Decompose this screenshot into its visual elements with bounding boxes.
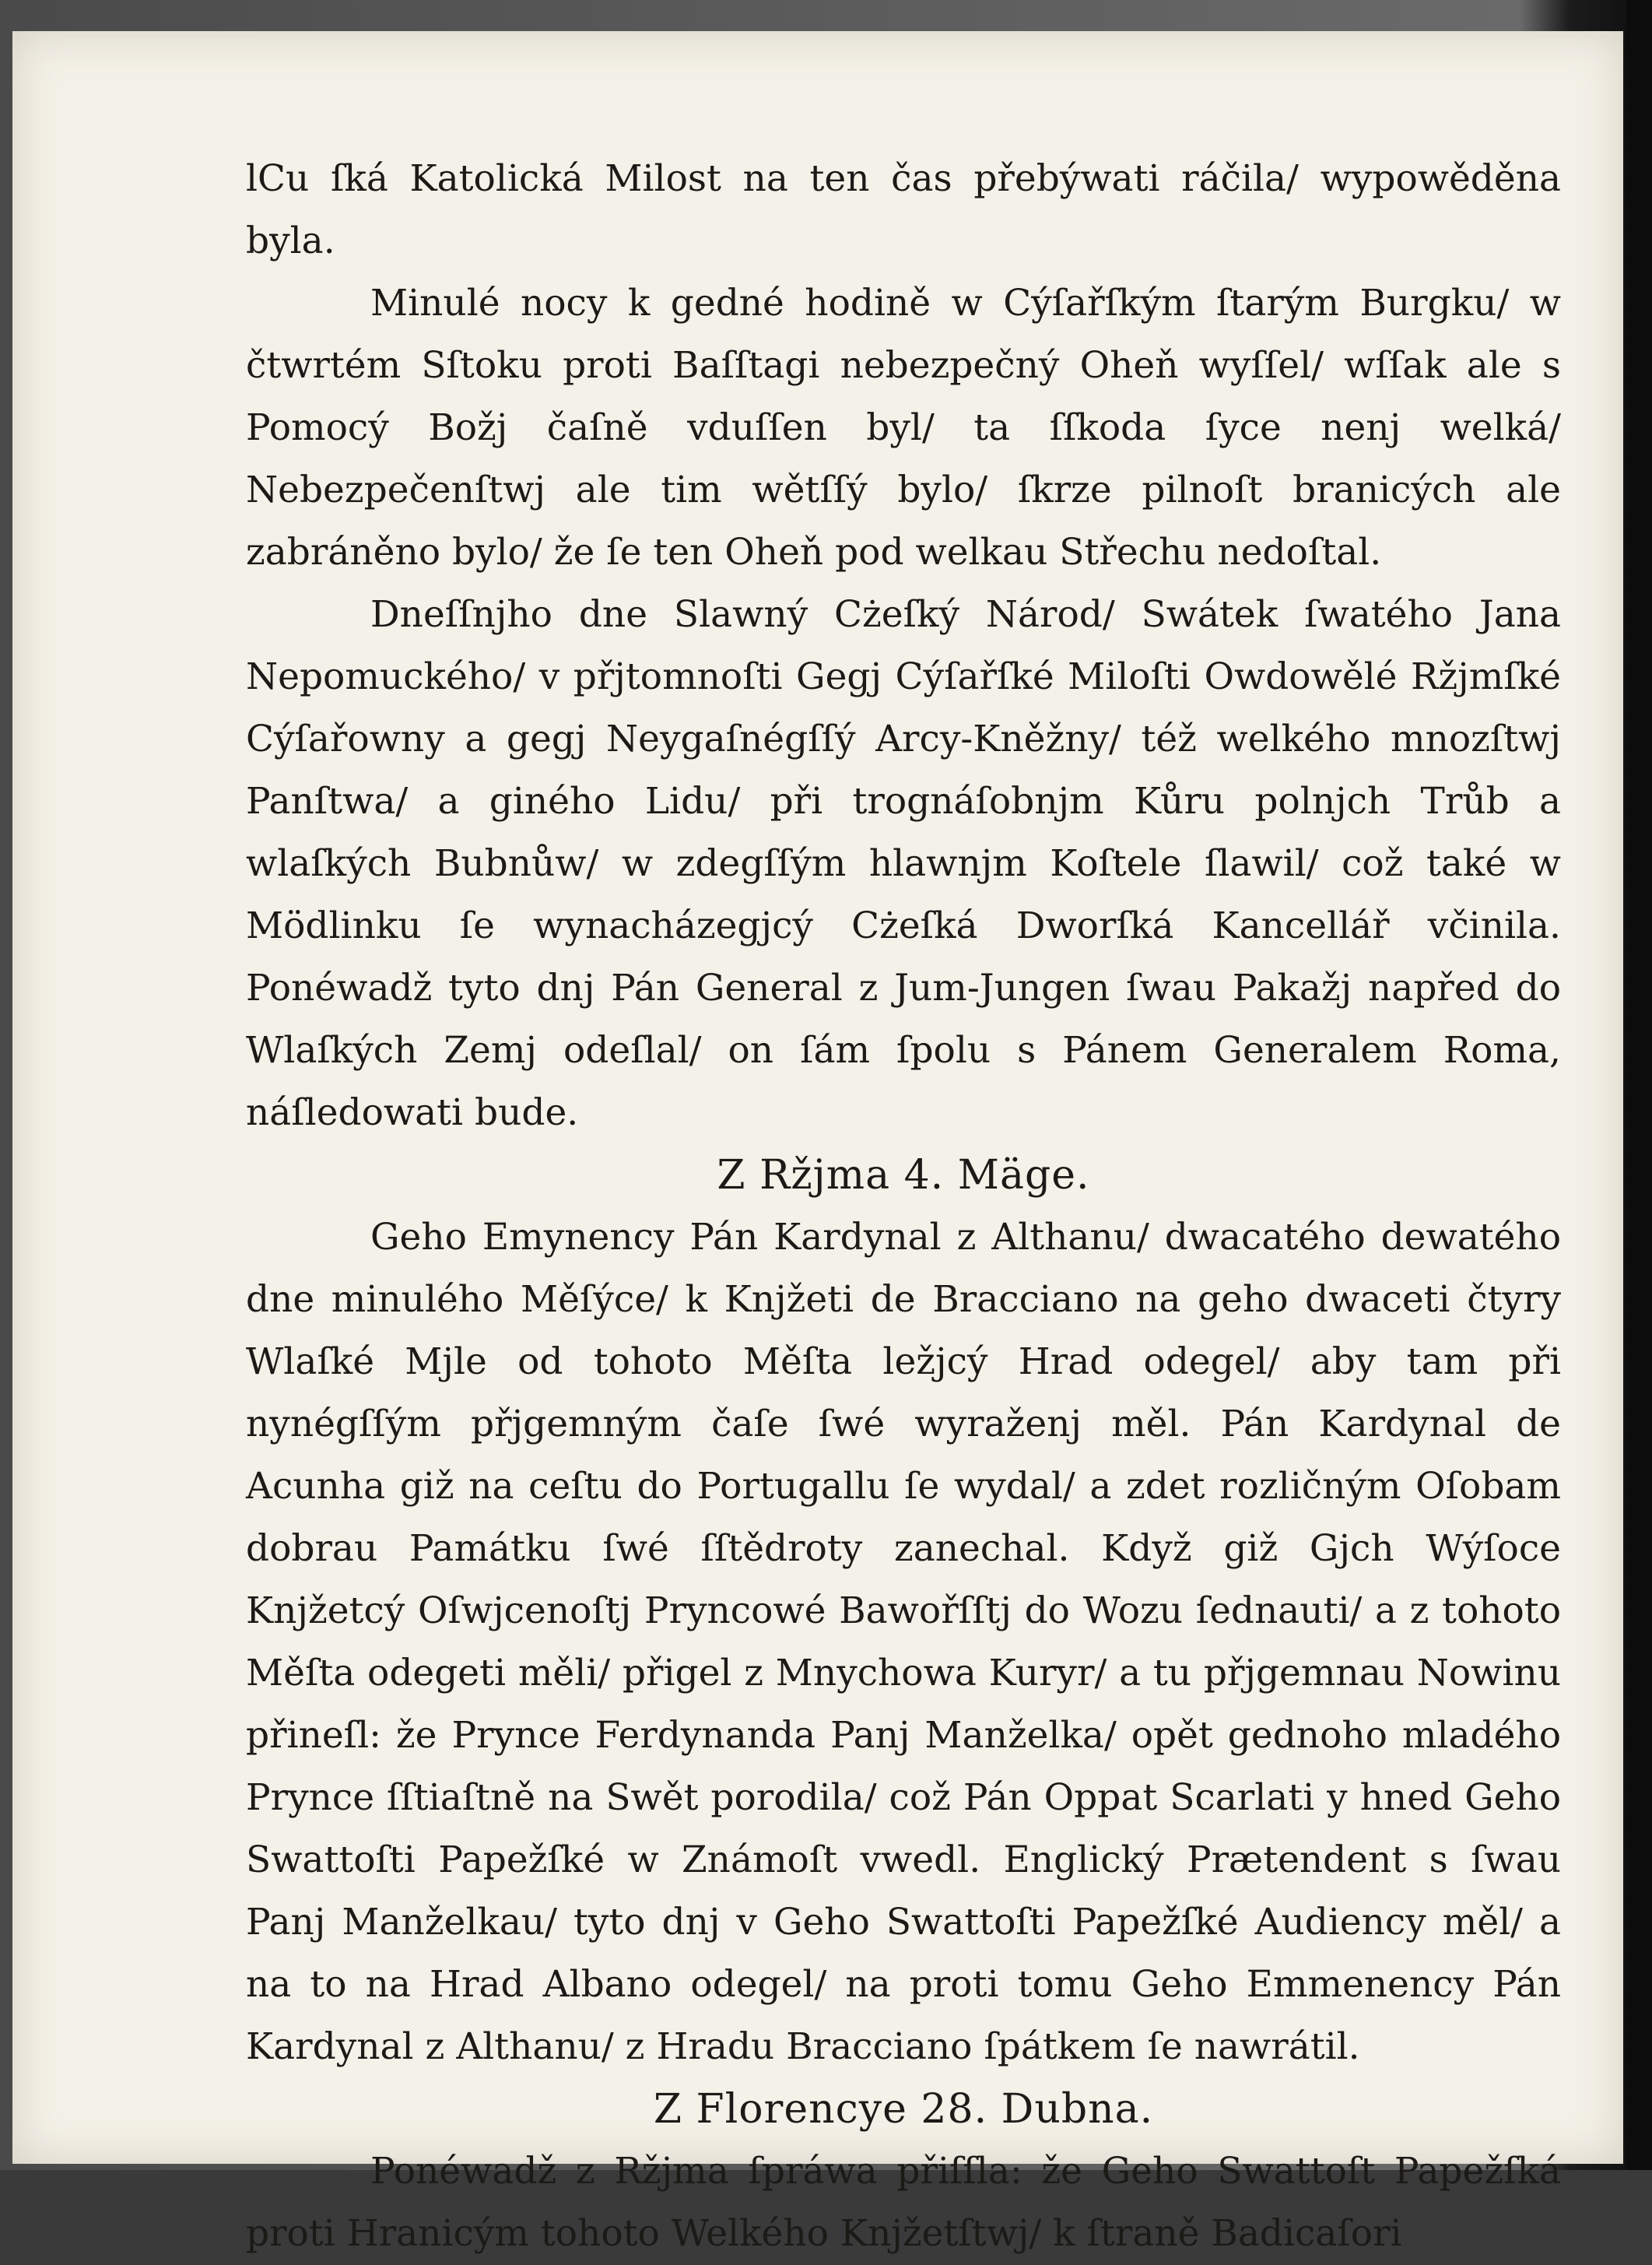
section-heading-rome: Z Ržjma 4. Mäge. — [717, 1152, 1090, 1199]
paragraph-rome-news: Geho Emynency Pán Kardynal z Althanu/ dwacatého dewatého dne minulého Měſýce/ k Knjžeti de Bracciano na geho dwaceti čtyry Wlaſké Mjle od tohoto Měſta ležjcý Hrad odegel/ aby tam při nynégſſým přjgemným čaſe ſwé wyraženj měl. Pán Kardynal de Acunha giž na ceſtu do Portugallu ſe wydal/ a zdet rozličným Oſobam dobrau Památku ſwé ſſtědroty zanechal. Když giž Gjch Wýſoce Knjžetcý Oſwjcenoſtj Pryncowé Bawořſſtj do Wozu ſednauti/ a z tohoto Měſta odegeti měli/ přigel z Mnychowa Kuryr/ a tu přjgemnau Nowinu přineſl: že Prynce Ferdynanda Panj Manželka/ opět gednoho mladého Prynce ſſtiaſtně na Swět porodila/ což Pán Oppat Scarlati y hned Geho Swattoſti Papežſké w Známoſt vwedl. Englický Prætendent s ſwau Panj Manželkau/ tyto dnj v Geho Swattoſti Papežſké Audiency měl/ a na to na Hrad Albano odegel/ na proti tomu Geho Emmenency Pán Kardynal z Althanu/ z Hradu Bracciano ſpátkem ſe nawrátil. — [246, 1216, 1561, 2068]
page-text — [246, 148, 1561, 2265]
paragraph-saint-john-feast: Dneſſnjho dne Slawný Cżeſký Národ/ Swátek ſwatého Jana Nepomuckého/ v přjtomnoſti Gegj Cýſařſké Miloſti Owdowělé Ržjmſké Cýſařowny a gegj Neygaſnégſſý Arcy-Kněžny/ též welkého mnozſtwj Panſtwa/ a giného Lidu/ při trognáſobnjm Kůru polnjch Trůb a wlaſkých Bubnůw/ w zdegſſým hlawnjm Koſtele ſlawil/ což také w Mödlinku ſe wynacházegjcý Cżeſká Dworſká Kancellář včinila. Ponéwadž tyto dnj Pán General z Jum-Jungen ſwau Pakažj napřed do Wlaſkých Zemj odeſlal/ on ſám ſpolu s Pánem Generalem Roma, náſledowati bude. — [246, 593, 1561, 1134]
section-heading-florence: Z Florencye 28. Dubna. — [653, 2086, 1154, 2133]
document-page — [12, 31, 1623, 2255]
book-spine-shadow — [1626, 0, 1652, 2170]
paragraph-fire-report: Minulé nocy k gedné hodině w Cýſařſkým ſtarým Burgku/ w čtwrtém Sſtoku proti Baſſtagi nebezpečný Oheň wyſſel/ wſſak ale s Pomocý Božj čaſně vduſſen byl/ ta ſſkoda ſyce nenj welká/ Nebezpečenſtwj ale tim wětſſý bylo/ ſkrze pilnoſt branicých ale zabráněno bylo/ že ſe ten Oheň pod welkau Střechu nedoſtal. — [246, 282, 1561, 574]
paragraph-continuation: lCu ſká Katolická Milost na ten čas přebýwati ráčila/ wypowěděna byla. — [246, 157, 1561, 262]
paragraph-florence-news: Ponéwadž z Ržjma ſpráwa přiſſla: že Geho Swattoſt Papežſká proti Hranicým tohoto Welkého Knjžetſtwj/ k ſtraně Badicaſori — [246, 2150, 1561, 2255]
